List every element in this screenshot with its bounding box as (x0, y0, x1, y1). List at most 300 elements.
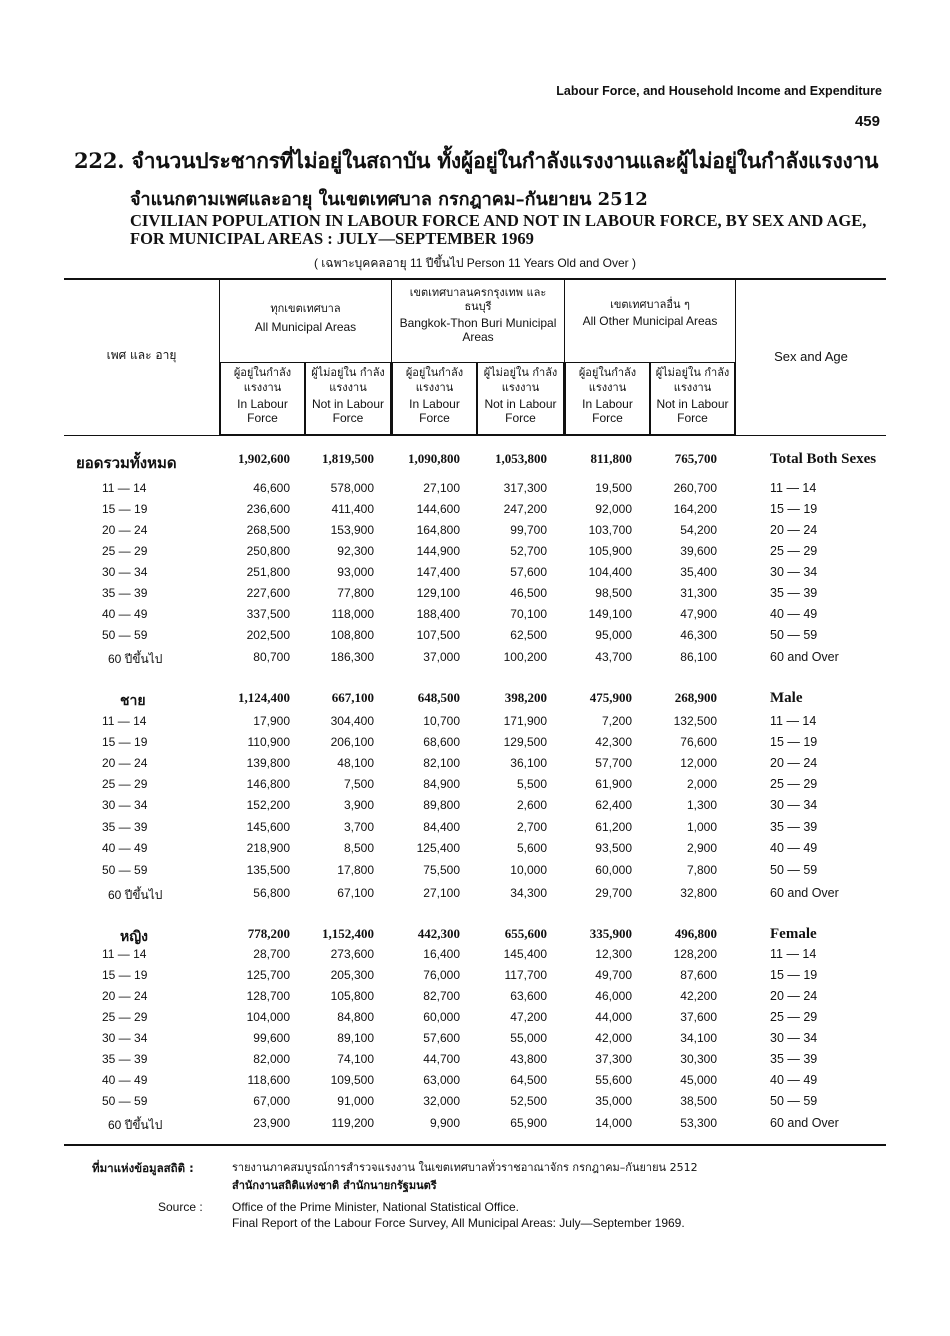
table-cell: 16,400 (423, 947, 460, 961)
group-header-bangkok (398, 286, 558, 344)
table-cell: 38,500 (680, 1094, 717, 1108)
table-cell: 35,400 (680, 565, 717, 579)
table-cell: 110,900 (247, 735, 290, 749)
table-cell: 36,100 (510, 756, 547, 770)
table-cell: 46,600 (253, 481, 290, 495)
table-cell: 251,800 (246, 565, 290, 579)
row-label-english: 15 — 19 (770, 968, 818, 982)
table-row (64, 523, 886, 544)
title-thai-line2: จำแนกตามเพศและอายุ ในเขตเทศบาล กรกฎาคม–กันยายน 2512 (130, 189, 648, 210)
row-label-english: 25 — 29 (770, 544, 818, 558)
row-label-thai: ยอดรวมทั้งหมด (76, 454, 177, 472)
source-english-label: Source : (158, 1200, 203, 1214)
table-row (64, 989, 886, 1010)
table-row (64, 1052, 886, 1073)
table-row (64, 1094, 886, 1115)
table-cell: 146,800 (246, 777, 290, 791)
table-cell: 129,500 (503, 735, 547, 749)
table-cell: 99,700 (510, 523, 547, 537)
table-row-total (64, 451, 886, 472)
table-cell: 29,700 (595, 886, 632, 900)
table-cell: 273,600 (330, 947, 374, 961)
table-cell: 186,300 (330, 650, 374, 664)
table-cell: 149,100 (588, 607, 632, 621)
row-label-english: 25 — 29 (770, 777, 818, 791)
table-cell: 27,100 (423, 886, 460, 900)
table-cell: 164,200 (673, 502, 717, 516)
table-cell: 247,200 (503, 502, 547, 516)
source-thai-line1: รายงานภาคสมบูรณ์การสำรวจแรงงาน ในเขตเทศบาลทั่วราชอาณาจักร กรกฎาคม–กันยายน 2512 (232, 1161, 698, 1174)
table-cell: 118,600 (247, 1073, 290, 1087)
table-cell: 60,000 (423, 1010, 460, 1024)
row-label-thai: 25 — 29 (102, 544, 148, 558)
table-row (64, 820, 886, 841)
table-cell: 3,700 (343, 820, 374, 834)
table-row (64, 1031, 886, 1052)
table-cell: 145,600 (246, 820, 290, 834)
row-label-english: 35 — 39 (770, 586, 818, 600)
table-cell: 304,400 (330, 714, 374, 728)
source-english-line2: Final Report of the Labour Force Survey, All Municipal Areas: July—September 1969. (232, 1216, 685, 1230)
table-cell: 442,300 (417, 926, 460, 941)
row-label-thai: 50 — 59 (102, 628, 148, 642)
table-cell: 108,800 (330, 628, 374, 642)
table-cell: 1,053,800 (495, 451, 547, 466)
table-cell: 139,800 (246, 756, 290, 770)
table-row (64, 841, 886, 862)
table-cell: 52,500 (510, 1094, 547, 1108)
row-label-thai: หญิง (120, 929, 148, 945)
table-cell: 48,100 (337, 756, 374, 770)
table-cell: 49,700 (595, 968, 632, 982)
table-cell: 12,000 (680, 756, 717, 770)
table-cell: 1,152,400 (322, 926, 374, 941)
subheader-in-labour-force (220, 362, 305, 435)
row-label-thai: 35 — 39 (102, 820, 148, 834)
row-label-thai: 20 — 24 (102, 756, 148, 770)
table-cell: 655,600 (504, 926, 547, 941)
table-cell: 42,000 (595, 1031, 632, 1045)
table-cell: 128,700 (246, 989, 290, 1003)
table-cell: 43,700 (595, 650, 632, 664)
table-cell: 135,500 (246, 863, 290, 877)
subheader-thai: ผู้ไม่อยู่ใน กำลังแรงงาน (483, 366, 558, 394)
table-row (64, 777, 886, 798)
table-cell: 2,000 (686, 777, 717, 791)
subheader-in-labour-force (392, 362, 477, 435)
table-row (64, 628, 886, 649)
table-cell: 63,000 (423, 1073, 460, 1087)
subheader-thai: ผู้อยู่ในกำลัง แรงงาน (578, 366, 637, 394)
table-row (64, 481, 886, 502)
table-row-total (64, 926, 886, 947)
table-cell: 8,500 (343, 841, 374, 855)
table-cell: 76,000 (423, 968, 460, 982)
table-cell: 47,200 (510, 1010, 547, 1024)
table-cell: 46,000 (595, 989, 632, 1003)
row-label-english: 20 — 24 (770, 756, 818, 770)
table-cell: 104,000 (246, 1010, 290, 1024)
subheader-english: In Labour Force (409, 397, 460, 425)
table-bottom-rule (64, 1144, 886, 1146)
group-header-other-en: All Other Municipal Areas (582, 314, 718, 328)
table-cell: 84,400 (423, 820, 460, 834)
table-cell: 74,100 (337, 1052, 374, 1066)
table-cell: 42,300 (595, 735, 632, 749)
row-label-english: Female (770, 926, 817, 942)
subheader-thai: ผู้อยู่ในกำลัง แรงงาน (405, 366, 464, 394)
table-cell: 61,900 (595, 777, 632, 791)
table-cell: 55,600 (595, 1073, 632, 1087)
row-label-thai: ชาย (120, 693, 146, 709)
subheader-not-in-labour-force (650, 362, 735, 435)
subheader-not-in-labour-force (477, 362, 564, 435)
table-cell: 14,000 (595, 1116, 632, 1130)
table-cell: 89,800 (423, 798, 460, 812)
row-label-english: 60 and Over (770, 650, 839, 664)
table-cell: 62,400 (595, 798, 632, 812)
table-cell: 99,600 (253, 1031, 290, 1045)
table-cell: 1,819,500 (322, 451, 374, 466)
group-header-all-en: All Municipal Areas (254, 320, 357, 334)
row-label-english: 60 and Over (770, 886, 839, 900)
row-label-english: 40 — 49 (770, 607, 818, 621)
table-row (64, 947, 886, 968)
table-cell: 496,800 (674, 926, 717, 941)
table-cell: 164,800 (416, 523, 460, 537)
table-cell: 53,300 (680, 1116, 717, 1130)
table-cell: 75,500 (423, 863, 460, 877)
table-cell: 10,000 (510, 863, 547, 877)
table-cell: 7,500 (343, 777, 374, 791)
table-cell: 811,800 (590, 451, 632, 466)
table-cell: 205,300 (330, 968, 374, 982)
row-label-thai: 40 — 49 (102, 607, 148, 621)
row-label-thai: 50 — 59 (102, 1094, 148, 1108)
table-cell: 46,300 (680, 628, 717, 642)
table-row-total (64, 690, 886, 711)
table-cell: 1,124,400 (238, 690, 290, 705)
table-cell: 57,600 (510, 565, 547, 579)
table-cell: 55,000 (510, 1031, 547, 1045)
table-cell: 171,900 (503, 714, 547, 728)
group-header-all-th: ทุกเขตเทศบาล (270, 302, 341, 315)
row-label-thai: 20 — 24 (102, 523, 148, 537)
row-label-english: 15 — 19 (770, 735, 818, 749)
row-label-english: 50 — 59 (770, 628, 818, 642)
table-row (64, 502, 886, 523)
table-cell: 578,000 (330, 481, 374, 495)
table-cell: 45,000 (680, 1073, 717, 1087)
row-label-english: 50 — 59 (770, 1094, 818, 1108)
table-cell: 57,600 (423, 1031, 460, 1045)
table-cell: 92,300 (337, 544, 374, 558)
table-cell: 250,800 (246, 544, 290, 558)
subheader-thai: ผู้ไม่อยู่ใน กำลังแรงงาน (655, 366, 730, 394)
table-row (64, 798, 886, 819)
table-cell: 37,300 (595, 1052, 632, 1066)
table-cell: 12,300 (595, 947, 632, 961)
table-cell: 100,200 (503, 650, 547, 664)
table-cell: 103,700 (588, 523, 632, 537)
table-cell: 32,000 (423, 1094, 460, 1108)
table-cell: 2,900 (686, 841, 717, 855)
table-cell: 105,900 (588, 544, 632, 558)
table-cell: 218,900 (246, 841, 290, 855)
table-cell: 268,500 (246, 523, 290, 537)
table-top-rule (64, 278, 886, 280)
table-cell: 23,900 (253, 1116, 290, 1130)
table-row (64, 863, 886, 884)
table-row (64, 586, 886, 607)
row-label-thai: 40 — 49 (102, 1073, 148, 1087)
table-cell: 2,600 (516, 798, 547, 812)
table-cell: 37,000 (423, 650, 460, 664)
table-cell: 2,700 (516, 820, 547, 834)
row-label-english: 11 — 14 (770, 947, 817, 961)
table-cell: 147,400 (416, 565, 460, 579)
table-cell: 7,800 (686, 863, 717, 877)
table-cell: 778,200 (247, 926, 290, 941)
table-cell: 82,700 (423, 989, 460, 1003)
table-cell: 31,300 (680, 586, 717, 600)
subheader-thai: ผู้ไม่อยู่ใน กำลังแรงงาน (311, 366, 385, 394)
table-cell: 57,700 (595, 756, 632, 770)
table-cell: 34,100 (680, 1031, 717, 1045)
subheader-english: Not in Labour Force (484, 397, 557, 425)
table-cell: 317,300 (503, 481, 547, 495)
row-label-english: 30 — 34 (770, 798, 818, 812)
table-cell: 268,900 (674, 690, 717, 705)
subheader-english: Not in Labour Force (656, 397, 729, 425)
table-cell: 7,200 (601, 714, 632, 728)
table-cell: 144,600 (416, 502, 460, 516)
row-label-english: 15 — 19 (770, 502, 818, 516)
table-cell: 93,000 (337, 565, 374, 579)
table-cell: 98,500 (595, 586, 632, 600)
table-cell: 91,000 (337, 1094, 374, 1108)
row-label-thai: 30 — 34 (102, 798, 148, 812)
table-row (64, 1010, 886, 1031)
row-label-thai: 50 — 59 (102, 863, 148, 877)
table-cell: 44,000 (595, 1010, 632, 1024)
group-header-bangkok-th: เขตเทศบาลนครกรุงเทพ และธนบุรี (409, 286, 547, 313)
title-thai: 222. จำนวนประชากรที่ไม่อยู่ในสถาบัน ทั้งผู้อยู่ในกำลังแรงงานและผู้ไม่อยู่ในกำลังแรงงาน (74, 148, 879, 173)
table-cell: 118,000 (331, 607, 374, 621)
row-label-english: 35 — 39 (770, 820, 818, 834)
table-cell: 93,500 (595, 841, 632, 855)
row-label-thai: 25 — 29 (102, 777, 148, 791)
group-header-other (574, 298, 726, 328)
stub-header-english: Sex and Age (774, 349, 848, 364)
subheader-english: Not in Labour Force (311, 397, 385, 425)
table-cell: 411,400 (331, 502, 374, 516)
row-label-english: 30 — 34 (770, 1031, 818, 1045)
table-cell: 80,700 (253, 650, 290, 664)
source-thai-line2: สำนักงานสถิติแห่งชาติ สำนักนายกรัฐมนตรี (232, 1179, 437, 1192)
table-cell: 77,800 (337, 586, 374, 600)
table-cell: 236,600 (246, 502, 290, 516)
row-label-english: 40 — 49 (770, 1073, 818, 1087)
table-cell: 104,400 (588, 565, 632, 579)
row-label-thai: 11 — 14 (102, 481, 147, 495)
table-cell: 60,000 (595, 863, 632, 877)
row-label-thai: 40 — 49 (102, 841, 148, 855)
table-cell: 188,400 (416, 607, 460, 621)
page-number: 459 (854, 113, 880, 130)
row-label-english: 20 — 24 (770, 523, 818, 537)
table-cell: 84,900 (423, 777, 460, 791)
table-cell: 70,100 (510, 607, 547, 621)
table-cell: 32,800 (680, 886, 717, 900)
table-cell: 47,900 (680, 607, 717, 621)
subheader-english: In Labour Force (237, 397, 288, 425)
table-row (64, 607, 886, 628)
row-label-english: 20 — 24 (770, 989, 818, 1003)
running-head: Labour Force, and Household Income and Expenditure (556, 84, 882, 98)
table-cell: 125,400 (416, 841, 460, 855)
row-label-thai: 35 — 39 (102, 1052, 148, 1066)
row-label-thai: 30 — 34 (102, 1031, 148, 1045)
table-row (64, 756, 886, 777)
table-cell: 37,600 (680, 1010, 717, 1024)
row-label-english: Total Both Sexes (770, 451, 877, 467)
table-cell: 117,700 (504, 968, 547, 982)
table-cell: 153,900 (330, 523, 374, 537)
row-label-thai: 15 — 19 (102, 502, 148, 516)
table-cell: 1,300 (686, 798, 717, 812)
row-label-thai: 35 — 39 (102, 586, 148, 600)
row-label-thai: 60 ปีขึ้นไป (108, 652, 163, 666)
stub-header-thai: เพศ และ อายุ (106, 348, 177, 362)
table-cell: 86,100 (680, 650, 717, 664)
table-cell: 76,600 (680, 735, 717, 749)
table-cell: 35,000 (595, 1094, 632, 1108)
table-row (64, 650, 886, 671)
table-row (64, 565, 886, 586)
title-english: CIVILIAN POPULATION IN LABOUR FORCE AND NOT IN LABOUR FORCE, BY SEX AND AGE, FOR MUNICIPAL AREAS : JULY—SEPTEMBER 1969 (130, 211, 867, 248)
row-label-thai: 11 — 14 (102, 947, 147, 961)
table-cell: 28,700 (253, 947, 290, 961)
table-cell: 89,100 (337, 1031, 374, 1045)
subheader-english: In Labour Force (582, 397, 633, 425)
table-cell: 475,900 (589, 690, 632, 705)
table-row (64, 968, 886, 989)
table-cell: 132,500 (673, 714, 717, 728)
row-label-thai: 30 — 34 (102, 565, 148, 579)
table-cell: 67,000 (253, 1094, 290, 1108)
table-cell: 152,200 (246, 798, 290, 812)
table-cell: 765,700 (674, 451, 717, 466)
table-cell: 30,300 (680, 1052, 717, 1066)
table-cell: 119,200 (331, 1116, 374, 1130)
table-cell: 10,700 (423, 714, 460, 728)
table-cell: 54,200 (680, 523, 717, 537)
table-cell: 46,500 (510, 586, 547, 600)
table-cell: 42,200 (680, 989, 717, 1003)
source-english-line1: Office of the Prime Minister, National Statistical Office. (232, 1200, 520, 1214)
table-cell: 67,100 (337, 886, 374, 900)
row-label-english: 11 — 14 (770, 714, 817, 728)
row-label-english: 40 — 49 (770, 841, 818, 855)
row-label-thai: 20 — 24 (102, 989, 148, 1003)
table-cell: 5,500 (516, 777, 547, 791)
table-cell: 335,900 (589, 926, 632, 941)
source-thai-label: ที่มาแห่งข้อมูลสถิติ : (92, 1161, 194, 1175)
table-cell: 129,100 (416, 586, 460, 600)
row-label-english: 25 — 29 (770, 1010, 818, 1024)
row-label-english: 60 and Over (770, 1116, 839, 1130)
row-label-thai: 15 — 19 (102, 735, 148, 749)
table-cell: 34,300 (510, 886, 547, 900)
table-subtitle: ( เฉพาะบุคคลอายุ 11 ปีขึ้นไป Person 11 Years Old and Over ) (313, 256, 637, 270)
table-cell: 27,100 (423, 481, 460, 495)
row-label-thai: 60 ปีขึ้นไป (108, 888, 163, 902)
table-cell: 105,800 (330, 989, 374, 1003)
table-cell: 62,500 (510, 628, 547, 642)
table-cell: 648,500 (417, 690, 460, 705)
table-cell: 68,600 (423, 735, 460, 749)
table-cell: 398,200 (504, 690, 547, 705)
table-cell: 337,500 (246, 607, 290, 621)
table-cell: 17,900 (253, 714, 290, 728)
table-cell: 17,800 (337, 863, 374, 877)
row-label-english: 50 — 59 (770, 863, 818, 877)
row-label-thai: 11 — 14 (102, 714, 147, 728)
table-cell: 95,000 (595, 628, 632, 642)
table-cell: 145,400 (503, 947, 547, 961)
table-cell: 64,500 (510, 1073, 547, 1087)
table-cell: 65,900 (510, 1116, 547, 1130)
table-row (64, 544, 886, 565)
table-cell: 39,600 (680, 544, 717, 558)
subheader-not-in-labour-force (305, 362, 391, 435)
table-row (64, 886, 886, 907)
row-label-english: Male (770, 690, 803, 706)
table-row (64, 714, 886, 735)
table-cell: 61,200 (595, 820, 632, 834)
row-label-english: 35 — 39 (770, 1052, 818, 1066)
group-header-all (220, 302, 391, 334)
table-cell: 87,600 (680, 968, 717, 982)
table-cell: 43,800 (510, 1052, 547, 1066)
table-cell: 206,100 (330, 735, 374, 749)
subheader-thai: ผู้อยู่ในกำลัง แรงงาน (233, 366, 292, 394)
table-cell: 107,500 (416, 628, 460, 642)
table-cell: 1,090,800 (408, 451, 460, 466)
header-bottom-rule (64, 435, 886, 436)
row-label-english: 11 — 14 (770, 481, 817, 495)
table-cell: 82,100 (423, 756, 460, 770)
row-label-english: 30 — 34 (770, 565, 818, 579)
table-cell: 63,600 (510, 989, 547, 1003)
table-cell: 227,600 (246, 586, 290, 600)
table-cell: 3,900 (343, 798, 374, 812)
group-header-other-th: เขตเทศบาลอื่น ๆ (610, 298, 690, 311)
table-cell: 92,000 (595, 502, 632, 516)
table-cell: 44,700 (423, 1052, 460, 1066)
table-cell: 128,200 (673, 947, 717, 961)
table-row (64, 1073, 886, 1094)
table-cell: 667,100 (331, 690, 374, 705)
table-cell: 202,500 (246, 628, 290, 642)
table-cell: 125,700 (246, 968, 290, 982)
table-cell: 1,000 (686, 820, 717, 834)
row-label-thai: 25 — 29 (102, 1010, 148, 1024)
table-cell: 1,902,600 (238, 451, 290, 466)
table-cell: 9,900 (429, 1116, 460, 1130)
table-cell: 19,500 (595, 481, 632, 495)
